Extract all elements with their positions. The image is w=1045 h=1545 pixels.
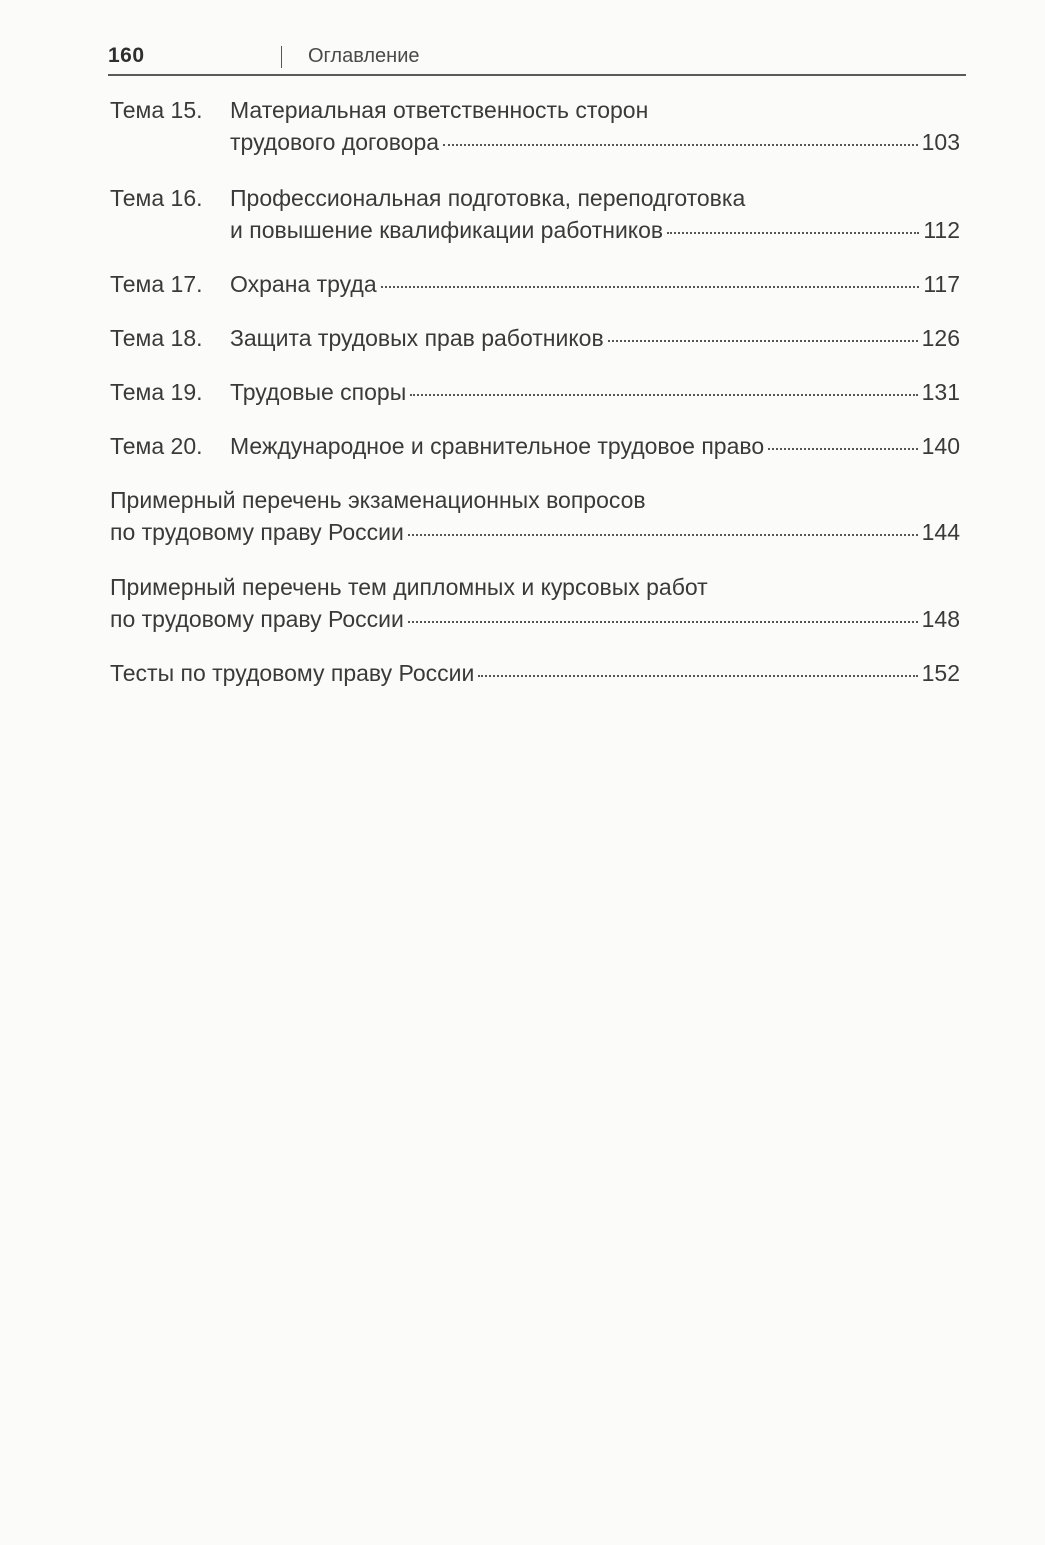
toc-entry-title-line-2: и повышение квалификации работников (230, 217, 664, 243)
toc-entry-thesis-topics[interactable] (110, 571, 960, 635)
toc-entry-title: Охрана труда (230, 271, 377, 297)
toc-entry-title-line-1: Примерный перечень тем дипломных и курсовых работ (110, 574, 708, 600)
toc-page-number: 126 (921, 325, 960, 351)
dot-leader (667, 232, 919, 234)
toc-entry-topic-20[interactable] (110, 430, 960, 462)
toc-topic-number: Тема 18. (110, 325, 203, 351)
toc-entry-topic-18[interactable] (110, 322, 960, 354)
toc-entry-title-line-2: по трудовому праву России (110, 606, 404, 632)
toc-entry-title: Тесты по трудовому праву России (110, 660, 475, 686)
dot-leader (408, 621, 918, 623)
running-header (108, 44, 966, 76)
toc-page-number: 112 (923, 217, 960, 243)
toc-entry-title: Международное и сравнительное трудовое право (230, 433, 765, 459)
toc-page-number: 144 (921, 519, 960, 545)
toc-entry-title: Защита трудовых прав работников (230, 325, 604, 351)
toc-entry-title: Трудовые споры (230, 379, 407, 405)
toc-entry-title-line-1: Материальная ответственность сторон (230, 97, 649, 123)
toc-entry-title-line-1: Профессиональная подготовка, переподготовка (230, 185, 746, 211)
dot-leader (608, 340, 918, 342)
toc-page-number: 152 (921, 660, 960, 686)
header-divider (281, 46, 282, 68)
toc-topic-number: Тема 15. (110, 97, 203, 123)
toc-topic-number: Тема 19. (110, 379, 203, 405)
toc-page-number: 131 (921, 379, 960, 405)
toc-entry-topic-19[interactable] (110, 376, 960, 408)
dot-leader (768, 448, 917, 450)
section-title: Оглавление (308, 45, 420, 67)
toc-entry-title-line-2: по трудовому праву России (110, 519, 404, 545)
dot-leader (381, 286, 920, 288)
toc-page-number: 103 (921, 129, 960, 155)
toc-entry-tests[interactable] (110, 657, 960, 689)
toc-entry-topic-15[interactable] (110, 94, 960, 158)
toc-topic-number: Тема 16. (110, 185, 203, 211)
dot-leader (410, 394, 917, 396)
toc-page-number: 148 (921, 606, 960, 632)
dot-leader (443, 144, 918, 146)
dot-leader (408, 534, 918, 536)
toc-entry-topic-16[interactable] (110, 182, 960, 246)
toc-topic-number: Тема 20. (110, 433, 203, 459)
toc-page-number: 140 (921, 433, 960, 459)
toc-entry-topic-17[interactable] (110, 268, 960, 300)
toc-entry-title-line-2: трудового договора (230, 129, 440, 155)
toc-entry-exam-questions[interactable] (110, 484, 960, 548)
toc-entry-title-line-1: Примерный перечень экзаменационных вопросов (110, 487, 646, 513)
toc-topic-number: Тема 17. (110, 271, 203, 297)
dot-leader (478, 675, 917, 677)
page-number: 160 (108, 44, 145, 67)
toc-page-number: 117 (923, 271, 960, 297)
